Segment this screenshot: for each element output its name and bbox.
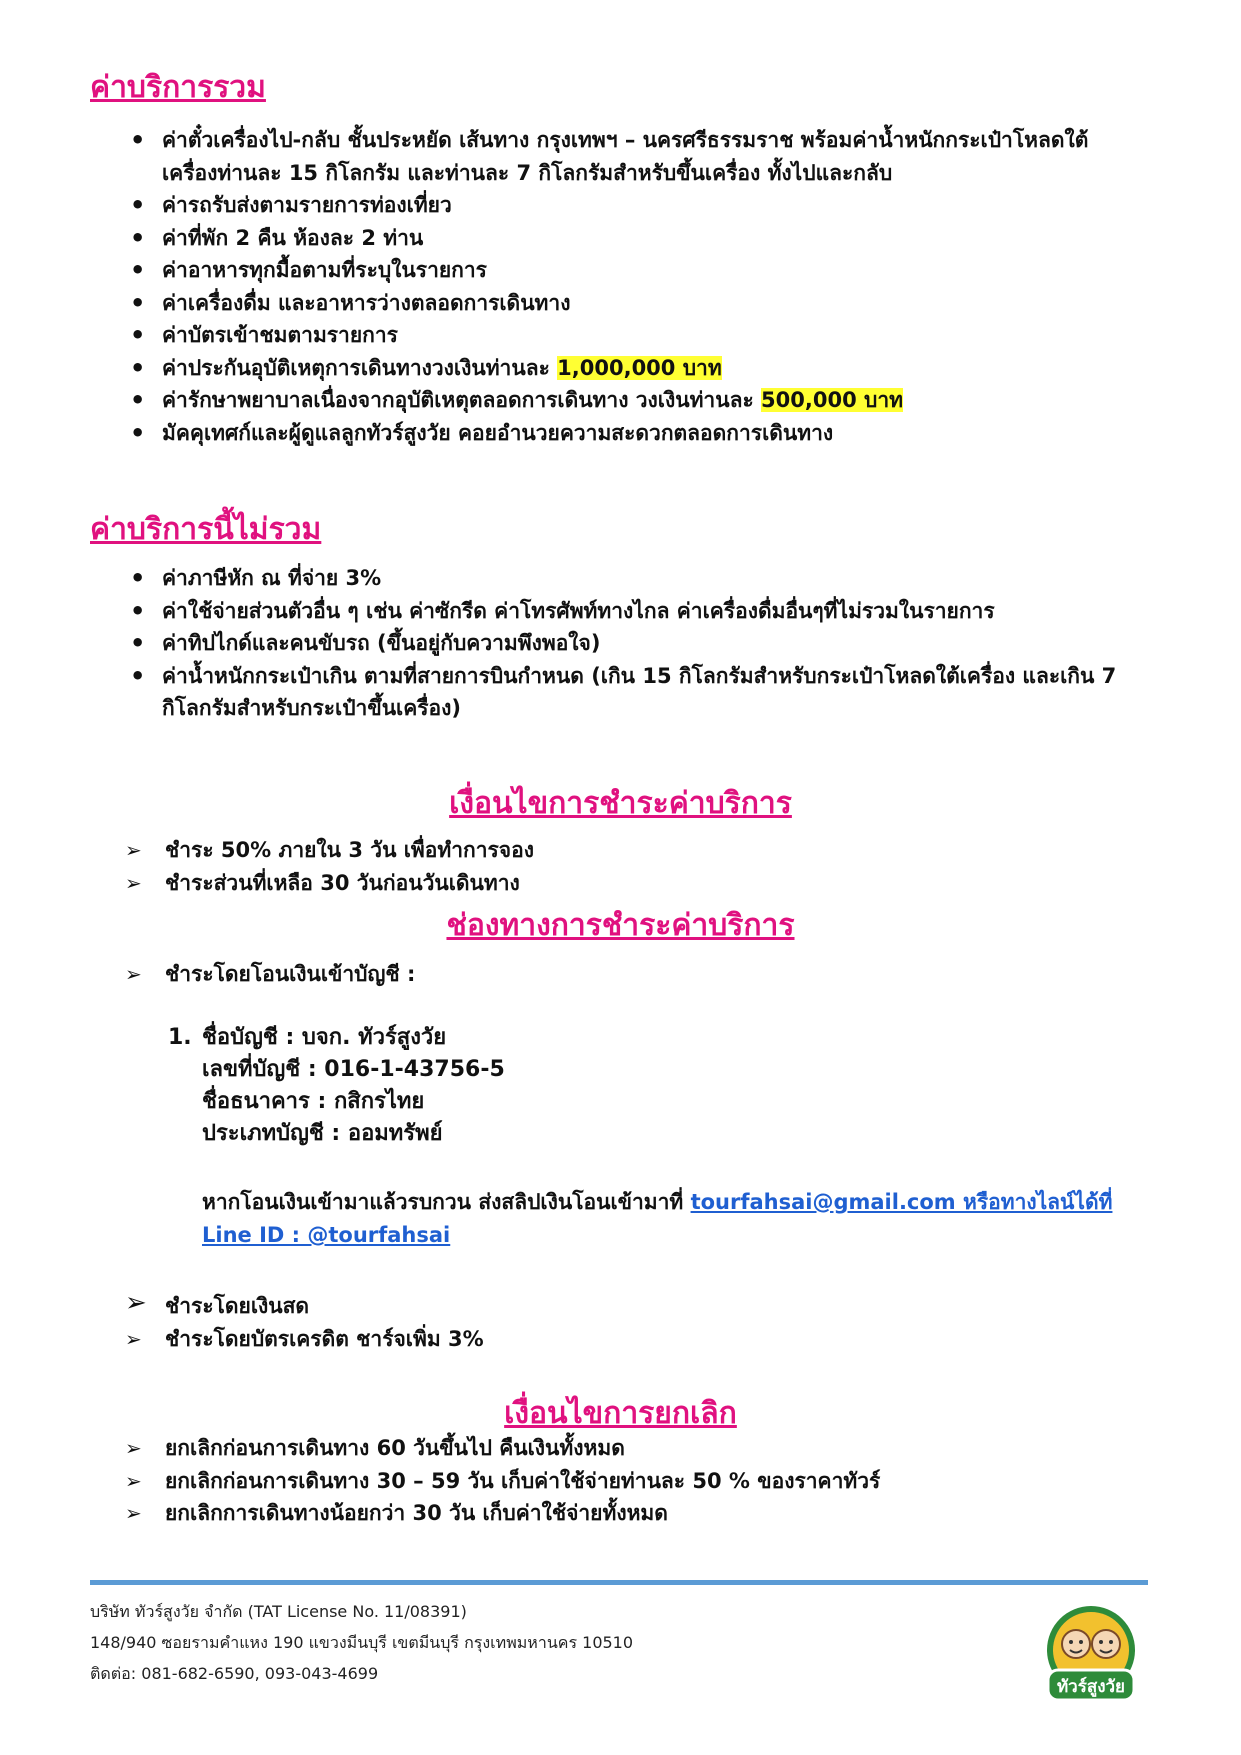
insurance-amount: 1,000,000 บาท <box>557 355 722 380</box>
logo-text: ทัวร์สูงวัย <box>1056 1677 1126 1697</box>
payment-channels-heading: ช่องทางการชำระค่าบริการ <box>446 908 795 943</box>
company-logo <box>1036 1600 1146 1710</box>
footer <box>90 1596 633 1689</box>
arrow-icon: ➢ <box>125 838 142 862</box>
footer-contact: ติดต่อ: 081-682-6590, 093-043-4699 <box>90 1664 379 1683</box>
excluded-list <box>130 562 1140 725</box>
footer-company: บริษัท ทัวร์สูงวัย จำกัด (TAT License No. 11/08391) <box>90 1602 467 1621</box>
footer-address: 148/940 ซอยรามคำแหง 190 แขวงมีนบุรี เขตมีนบุรี กรุงเทพมหานคร 10510 <box>90 1633 634 1652</box>
payment-terms-heading: เงื่อนไขการชำระค่าบริการ <box>449 786 792 821</box>
arrow-icon: ➢ <box>125 1288 147 1318</box>
contact-link[interactable]: tourfahsai@gmail.com หรือทางไลน์ได้ที่ Line ID : @tourfahsai <box>202 1190 1113 1247</box>
account-number-label: 1. <box>168 1025 192 1050</box>
payment-terms-list <box>125 834 1145 899</box>
list-item: ➢ ชำระโดยโอนเงินเข้าบัญชี : <box>125 958 1145 991</box>
list-item: ➢ ยกเลิกก่อนการเดินทาง 30 – 59 วัน เก็บค่าใช้จ่ายท่านละ 50 % ของราคาทัวร์ <box>125 1465 1145 1498</box>
list-item: • มัคคุเทศก์และผู้ดูแลลูกทัวร์สูงวัย คอยอำนวยความสะดวกตลอดการเดินทาง <box>130 417 1140 450</box>
bank-name: ชื่อธนาคาร : กสิกรไทย <box>202 1089 425 1114</box>
included-list <box>130 124 1140 449</box>
arrow-icon: ➢ <box>125 1501 142 1525</box>
list-item-medical: • ค่ารักษาพยาบาลเนื่องจากอุบัติเหตุตลอดการเดินทาง วงเงินท่านละ 500,000 บาท <box>130 384 1140 417</box>
list-item: • ค่าทิปไกด์และคนขับรถ (ขึ้นอยู่กับความพึงพอใจ) <box>130 627 1140 660</box>
arrow-icon: ➢ <box>125 1468 142 1493</box>
list-item: • ค่าภาษีหัก ณ ที่จ่าย 3% <box>130 562 1140 595</box>
arrow-icon: ➢ <box>125 1436 142 1460</box>
medical-amount: 500,000 บาท <box>761 388 903 412</box>
account-name: ชื่อบัญชี : บจก. ทัวร์สูงวัย <box>202 1025 447 1050</box>
list-item: ➢ ชำระโดยบัตรเครดิต ชาร์จเพิ่ม 3% <box>125 1323 1145 1356</box>
list-item: • ค่าบัตรเข้าชมตามรายการ <box>130 319 1140 352</box>
arrow-icon: ➢ <box>125 870 142 895</box>
list-item: • ค่าน้ำหนักกระเป๋าเกิน ตามที่สายการบินกำหนด (เกิน 15 กิโลกรัมสำหรับกระเป๋าโหลดใต้เครื่อง และเกิน 7 กิโลกรัมสำหรับกระเป๋าขึ้นเครื่อง) <box>130 660 1140 725</box>
list-item-insurance: • ค่าประกันอุบัติเหตุการเดินทางวงเงินท่านละ 1,000,000 บาท <box>130 352 1140 385</box>
list-item: • ค่ารถรับส่งตามรายการท่องเที่ยว <box>130 189 1140 222</box>
list-item: ➢ ชำระโดยเงินสด <box>125 1288 310 1318</box>
included-heading: ค่าบริการรวม <box>90 70 266 105</box>
list-item: • ค่าอาหารทุกมื้อตามที่ระบุในรายการ <box>130 254 1140 287</box>
list-item: • ค่าที่พัก 2 คืน ห้องละ 2 ท่าน <box>130 222 1140 255</box>
cancellation-heading: เงื่อนไขการยกเลิก <box>504 1396 737 1431</box>
account-type: ประเภทบัญชี : ออมทรัพย์ <box>202 1121 443 1146</box>
list-item: ➢ ชำระ 50% ภายใน 3 วัน เพื่อทำการจอง <box>125 834 1145 867</box>
excluded-heading: ค่าบริการนี้ไม่รวม <box>90 512 322 547</box>
payment-other-list <box>125 1290 1145 1355</box>
payment-transfer-list <box>125 958 1145 991</box>
list-item: • ค่าเครื่องดื่ม และอาหารว่างตลอดการเดินทาง <box>130 287 1140 320</box>
list-item: ➢ ยกเลิกก่อนการเดินทาง 60 วันขึ้นไป คืนเงินทั้งหมด <box>125 1432 1145 1465</box>
list-item: ➢ ยกเลิกการเดินทางน้อยกว่า 30 วัน เก็บค่าใช้จ่ายทั้งหมด <box>125 1497 1145 1530</box>
account-no: เลขที่บัญชี : 016-1-43756-5 <box>202 1057 505 1082</box>
slip-note: หากโอนเงินเข้ามาแล้วรบกวน ส่งสลิปเงินโอนเข้ามาที่ tourfahsai@gmail.com หรือทางไลน์ได้ที่ Line ID : @tourfahsai <box>202 1190 1113 1247</box>
list-item: • ค่าตั๋วเครื่องไป-กลับ ชั้นประหยัด เส้นทาง กรุงเทพฯ – นครศรีธรรมราช พร้อมค่าน้ำหนักกระเป๋าโหลดใต้เครื่องท่านละ 15 กิโลกรัม และท่านละ 7 กิโลกรัมสำหรับขึ้นเครื่อง ทั้งไปและกลับ <box>130 124 1140 189</box>
cancellation-list <box>125 1432 1145 1530</box>
list-item: ➢ ชำระส่วนที่เหลือ 30 วันก่อนวันเดินทาง <box>125 867 1145 900</box>
arrow-icon: ➢ <box>125 962 142 986</box>
footer-divider <box>90 1580 1148 1585</box>
logo-emblem-icon <box>1036 1600 1146 1710</box>
arrow-icon: ➢ <box>125 1326 142 1351</box>
list-item: • ค่าใช้จ่ายส่วนตัวอื่น ๆ เช่น ค่าซักรีด ค่าโทรศัพท์ทางไกล ค่าเครื่องดื่มอื่นๆที่ไม่รวมในรายการ <box>130 595 1140 628</box>
